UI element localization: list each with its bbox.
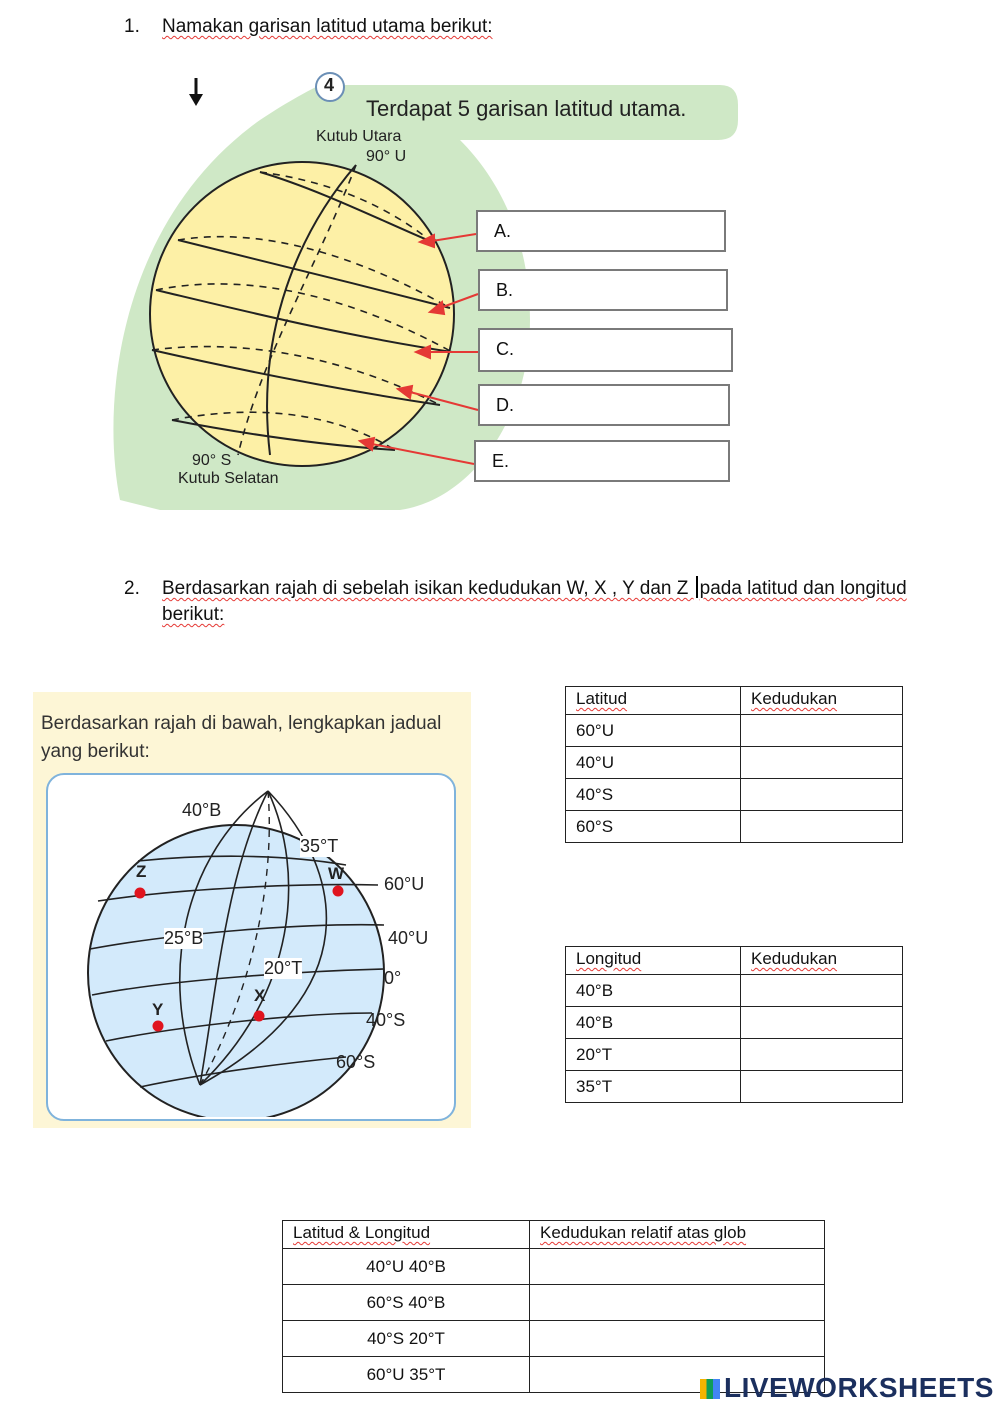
table-row: [283, 1285, 825, 1321]
header-kedudukan-relatif: Kedudukan relatif atas glob: [530, 1221, 825, 1249]
text-cursor: [696, 576, 698, 598]
coordinate-cell: 60°S 40°B: [283, 1285, 530, 1321]
figure-caption: Terdapat 5 garisan latitud utama.: [366, 96, 687, 121]
question-1: [124, 14, 984, 44]
header-kedudukan: Kedudukan: [741, 947, 903, 975]
table-header-row: [283, 1221, 825, 1249]
answer-cell[interactable]: [741, 747, 903, 779]
label-w: W: [328, 864, 345, 883]
point-y: [153, 1021, 164, 1032]
table-row: [283, 1321, 825, 1357]
badge-number: 4: [324, 75, 335, 95]
point-w: [333, 886, 344, 897]
point-z: [135, 888, 146, 899]
answer-box-b[interactable]: [478, 269, 728, 311]
question-text-part: Berdasarkan rajah di sebelah isikan kedudukan W, X , Y dan Z: [162, 578, 694, 599]
question-text-part: pada latitud dan longitud berikut:: [162, 578, 907, 625]
label-z: Z: [136, 862, 147, 881]
south-degree-label: 90° S: [192, 452, 232, 469]
answer-box-c[interactable]: [478, 328, 733, 372]
answer-cell[interactable]: [741, 1007, 903, 1039]
table-relatif: [282, 1220, 825, 1393]
label-40b: 40°B: [182, 800, 222, 820]
coordinate-cell: 40°U 40°B: [283, 1249, 530, 1285]
table-row: [566, 811, 903, 843]
south-pole-label: Kutub Selatan: [178, 470, 279, 487]
logo-icon: [700, 1379, 720, 1399]
answer-cell[interactable]: [530, 1321, 825, 1357]
question-text: [162, 576, 962, 628]
answer-cell[interactable]: [741, 779, 903, 811]
label-40u: 40°U: [388, 928, 429, 948]
label-0: 0°: [384, 968, 402, 988]
question-text: Namakan garisan latitud utama berikut:: [162, 16, 493, 37]
label-35t: 35°T: [300, 836, 339, 856]
latitud-cell: 40°S: [566, 779, 741, 811]
label-60s: 60°S: [336, 1052, 376, 1072]
answer-box-e[interactable]: [474, 440, 730, 482]
coordinate-cell: 40°S 20°T: [283, 1321, 530, 1357]
header-latitud-longitud: Latitud & Longitud: [283, 1221, 530, 1249]
answer-box-label: D.: [496, 395, 514, 415]
answer-box-label: B.: [496, 280, 514, 300]
answer-box-label: E.: [492, 451, 510, 471]
answer-cell[interactable]: [530, 1285, 825, 1321]
header-longitud: Longitud: [566, 947, 741, 975]
question-number: 2.: [124, 578, 140, 599]
answer-box-d[interactable]: [478, 384, 730, 426]
header-latitud: Latitud: [566, 687, 741, 715]
table-row: [566, 779, 903, 811]
table-row: [566, 975, 903, 1007]
answer-box-a[interactable]: [476, 210, 726, 252]
header-kedudukan: Kedudukan: [741, 687, 903, 715]
table-row: [566, 715, 903, 747]
answer-cell[interactable]: [741, 811, 903, 843]
answer-cell[interactable]: [530, 1249, 825, 1285]
answer-cell[interactable]: [741, 715, 903, 747]
latitud-cell: 60°S: [566, 811, 741, 843]
down-arrow-icon: [189, 78, 203, 106]
label-60u: 60°U: [384, 874, 425, 894]
latitud-cell: 60°U: [566, 715, 741, 747]
question-number: 1.: [124, 16, 140, 37]
table-header-row: [566, 687, 903, 715]
answer-cell[interactable]: [741, 1039, 903, 1071]
label-40s: 40°S: [366, 1010, 406, 1030]
latitud-cell: 40°U: [566, 747, 741, 779]
label-y: Y: [152, 1000, 164, 1019]
label-20t: 20°T: [264, 958, 303, 978]
table-row: [566, 1039, 903, 1071]
north-degree-label: 90° U: [366, 148, 407, 165]
table-longitud: [565, 946, 903, 1103]
longitud-cell: 35°T: [566, 1071, 741, 1103]
answer-cell[interactable]: [741, 1071, 903, 1103]
figure-instruction: Berdasarkan rajah di bawah, lengkapkan jadual yang berikut:: [41, 713, 442, 762]
question-2: [124, 576, 984, 632]
liveworksheets-logo: [700, 1372, 994, 1404]
answer-cell[interactable]: [741, 975, 903, 1007]
table-latitud: [565, 686, 903, 843]
longitud-cell: 40°B: [566, 1007, 741, 1039]
yellow-globe: [150, 162, 454, 466]
table-row: [283, 1249, 825, 1285]
point-x: [254, 1011, 265, 1022]
coordinate-cell: 60°U 35°T: [283, 1357, 530, 1393]
north-pole-label: Kutub Utara: [316, 128, 402, 145]
label-x: X: [254, 986, 266, 1005]
label-25b: 25°B: [164, 928, 204, 948]
answer-box-label: A.: [494, 221, 512, 241]
table-row: [566, 1071, 903, 1103]
table-row: [566, 1007, 903, 1039]
logo-text: LIVEWORKSHEETS: [724, 1372, 994, 1403]
table-row: [566, 747, 903, 779]
longitud-cell: 20°T: [566, 1039, 741, 1071]
answer-box-label: C.: [496, 339, 514, 359]
longitud-cell: 40°B: [566, 975, 741, 1007]
table-header-row: [566, 947, 903, 975]
